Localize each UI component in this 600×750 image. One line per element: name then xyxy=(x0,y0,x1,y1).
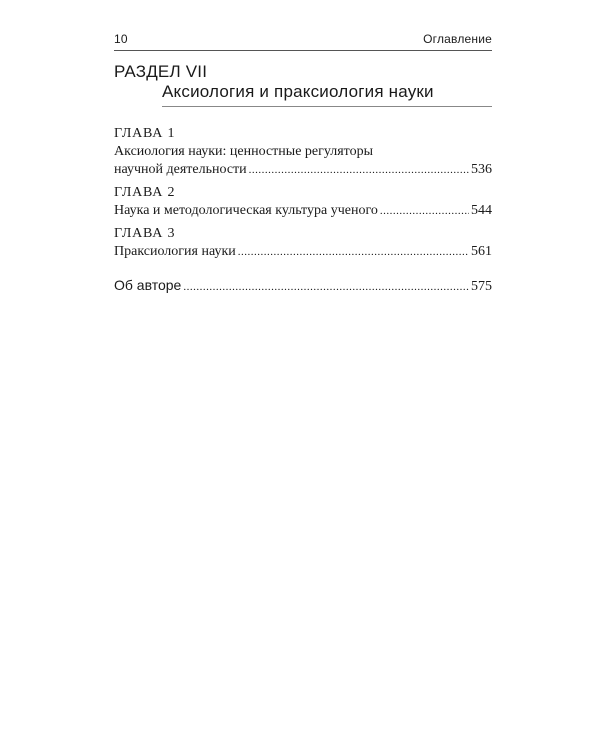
section-title: Аксиология и праксиология науки xyxy=(162,82,434,101)
chapter-entry-3[interactable] xyxy=(114,225,492,261)
toc-row xyxy=(114,276,492,296)
chapter-label: ГЛАВА 3 xyxy=(114,226,176,241)
dot-leader xyxy=(249,161,469,179)
chapter-title-line: научной деятельности xyxy=(114,162,247,177)
about-author-entry[interactable] xyxy=(114,276,492,296)
chapter-entry-1[interactable] xyxy=(114,125,492,179)
chapter-title-line: Праксиология науки xyxy=(114,244,236,259)
chapter-entry-2[interactable] xyxy=(114,184,492,220)
page-reference: 536 xyxy=(471,162,492,177)
dot-leader xyxy=(238,243,469,261)
page-reference: 575 xyxy=(471,279,492,294)
dot-leader xyxy=(183,278,469,296)
toc-row xyxy=(114,161,492,179)
page-reference: 561 xyxy=(471,244,492,259)
about-author-label: Об авторе xyxy=(114,277,182,293)
section-label: РАЗДЕЛ VII xyxy=(114,62,208,81)
toc-row xyxy=(114,243,492,261)
header-rule xyxy=(114,50,492,51)
section-rule xyxy=(162,106,492,107)
toc-row xyxy=(114,202,492,220)
chapter-label: ГЛАВА 1 xyxy=(114,126,176,141)
running-head: Оглавление xyxy=(423,32,492,46)
dot-leader xyxy=(380,202,469,220)
page-number: 10 xyxy=(114,32,128,46)
chapter-title-line: Аксиология науки: ценностные регуляторы xyxy=(114,144,374,159)
chapter-label: ГЛАВА 2 xyxy=(114,185,176,200)
chapter-title-line: Наука и методологическая культура ученого xyxy=(114,203,378,218)
table-of-contents xyxy=(114,125,492,266)
page-reference: 544 xyxy=(471,203,492,218)
